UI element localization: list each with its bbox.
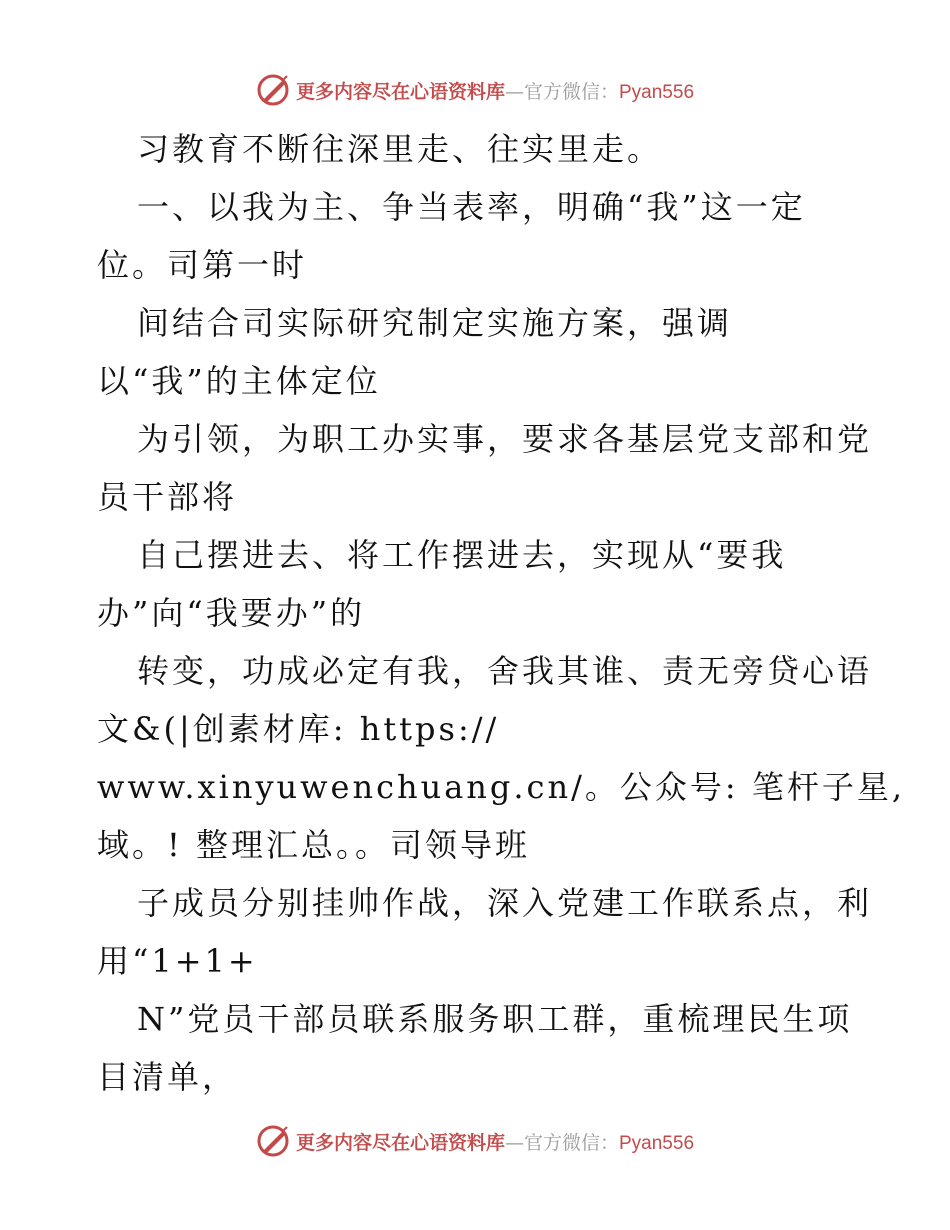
banner-wechat-label: 官方微信：	[523, 80, 619, 103]
quill-pen-logo-icon	[256, 1124, 290, 1158]
banner-text	[296, 77, 694, 104]
text-line: 为引领，为职工办实事，要求各基层党支部和党	[137, 420, 873, 458]
bottom-watermark-banner	[0, 1121, 950, 1161]
text-line: 位。司第一时	[97, 246, 308, 284]
text-line: 域。! 整理汇总。。司领导班	[97, 826, 531, 864]
text-line: N”党员干部员联系服务职工群，重梳理民生项	[137, 1000, 853, 1038]
banner-brand-text: 更多内容尽在心语资料库	[295, 80, 505, 103]
text-line: 目清单，	[97, 1058, 238, 1096]
text-line: 文&(|创素材库: https://	[97, 710, 500, 748]
text-line: 员干部将	[97, 478, 238, 516]
banner-wechat-id: Pyan556	[619, 81, 695, 103]
text-line: 子成员分别挂帅作战，深入党建工作联系点，利	[137, 884, 873, 922]
text-line: 间结合司实际研究制定实施方案，强调	[137, 304, 733, 342]
text-line: www.xinyuwenchuang.cn/。公众号: 笔杆子星,	[97, 768, 905, 806]
text-line: 办”向“我要办”的	[97, 594, 366, 632]
banner-wechat-label: 官方微信：	[523, 1131, 619, 1154]
quill-pen-logo-icon	[256, 73, 290, 107]
banner-dash: —	[504, 1131, 524, 1154]
text-line: 一、以我为主、争当表率，明确“我”这一定	[137, 188, 806, 226]
banner-wechat-id: Pyan556	[619, 1132, 695, 1154]
text-line: 自己摆进去、将工作摆进去，实现从“要我	[137, 536, 787, 574]
top-watermark-banner	[0, 70, 950, 110]
text-line: 习教育不断往深里走、往实里走。	[137, 130, 663, 168]
text-line: 以“我”的主体定位	[97, 362, 381, 400]
text-line: 用“1+1+	[97, 942, 258, 980]
text-line: 转变，功成必定有我，舍我其谁、责无旁贷心语	[137, 652, 873, 690]
banner-brand-text: 更多内容尽在心语资料库	[295, 1131, 505, 1154]
banner-dash: —	[504, 80, 524, 103]
banner-text	[296, 1128, 694, 1155]
